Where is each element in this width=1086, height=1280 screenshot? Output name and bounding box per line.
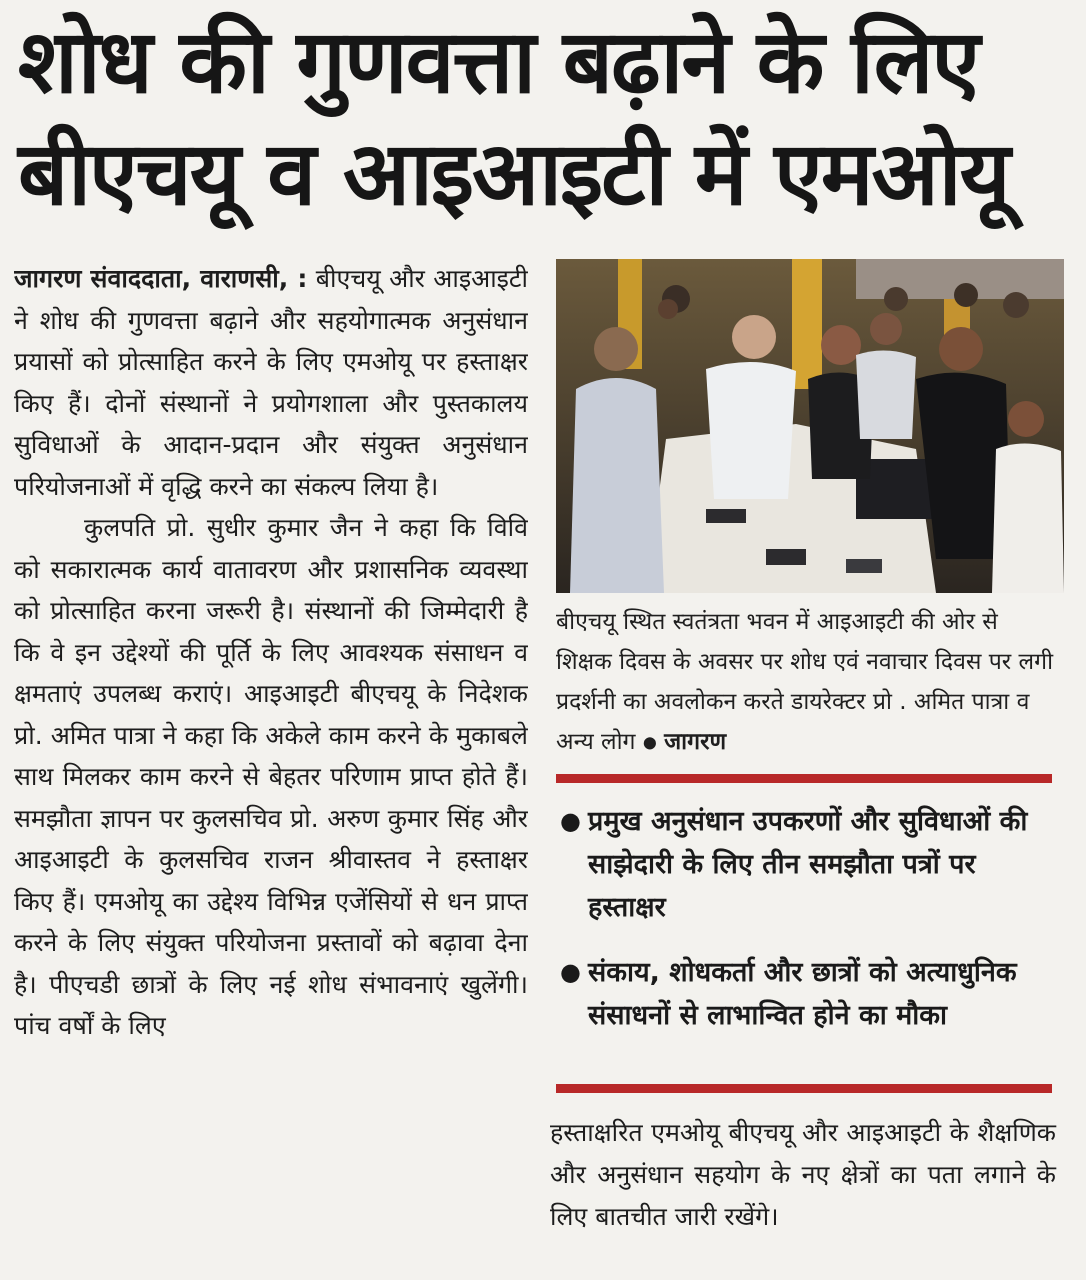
highlights-box bbox=[556, 800, 1056, 1059]
highlight-text: प्रमुख अनुसंधान उपकरणों और सुविधाओं की साझेदारी के लिए तीन समझौता पत्रों पर हस्ताक्षर bbox=[588, 806, 1028, 923]
credit-bullet-icon: ● bbox=[642, 732, 657, 752]
article-para-1 bbox=[14, 258, 528, 507]
highlight-top-rule bbox=[556, 774, 1052, 783]
bullet-icon: ● bbox=[560, 807, 581, 835]
highlight-item bbox=[556, 951, 1056, 1037]
highlight-text: संकाय, शोधकर्ता और छात्रों को अत्याधुनिक संसाधनों से लाभान्वित होने का मौका bbox=[588, 957, 1017, 1031]
article-para-1-text: बीएचयू और आइआइटी ने शोध की गुणवत्ता बढ़ाने और सहयोगात्मक अनुसंधान प्रयासों को प्रोत्साहित करने के लिए एमओयू पर हस्ताक्षर किए हैं। दोनों संस्थानों ने प्रयोगशाला और पुस्तकालय सुविधाओं के आदान-प्रदान और संयुक्त अनुसंधान परियोजनाओं में वृद्धि करने का संकल्प लिया है। bbox=[14, 264, 528, 501]
article-right-para: हस्ताक्षरित एमओयू बीएचयू और आइआइटी के शैक्षणिक और अनुसंधान सहयोग के नए क्षेत्रों का पता लगाने के लिए बातचीत जारी रखेंगे। bbox=[550, 1118, 1056, 1231]
headline-line-1: शोध की गुणवत्ता बढ़ाने के लिए bbox=[18, 10, 979, 113]
article-body bbox=[14, 258, 528, 1280]
highlight-bottom-rule bbox=[556, 1084, 1052, 1093]
highlight-item bbox=[556, 800, 1056, 929]
exhibition-photo-illustration bbox=[556, 259, 1064, 593]
photo-caption bbox=[556, 602, 1060, 763]
article-para-2: कुलपति प्रो. सुधीर कुमार जैन ने कहा कि विवि को सकारात्मक कार्य वातावरण और प्रशासनिक व्यवस्था को प्रोत्साहित करना जरूरी है। संस्थानों की जिम्मेदारी है कि वे इन उद्देश्यों की पूर्ति के लिए आवश्यक संसाधन व क्षमताएं उपलब्ध कराएं। आइआइटी बीएचयू के निदेशक प्रो. अमित पात्रा ने कहा कि अकेले काम करने के मुकाबले साथ मिलकर काम करने से बेहतर परिणाम प्राप्त होते हैं। समझौता ज्ञापन पर कुलसचिव प्रो. अरुण कुमार सिंह और आइआइटी के कुलसचिव राजन श्रीवास्तव ने हस्ताक्षर किए हैं। एमओयू का उद्देश्य विभिन्न एजेंसियों से धन प्राप्त करने के लिए संयुक्त परियोजना प्रस्तावों को बढ़ावा देना है। पीएचडी छात्रों के लिए नई शोध संभावनाएं खुलेंगी। पांच वर्षों के लिए bbox=[14, 513, 528, 1040]
headline-line-2: बीएचयू व आइआइटी में एमओयू bbox=[18, 122, 1009, 225]
photo-credit: जागरण bbox=[664, 729, 727, 755]
byline: जागरण संवाददाता, वाराणसी, : bbox=[14, 264, 308, 293]
photo-caption-text: बीएचयू स्थित स्वतंत्रता भवन में आइआइटी की ओर से शिक्षक दिवस के अवसर पर शोध एवं नवाचार दिवस पर लगी प्रदर्शनी का अवलोकन करते डायरेक्टर प्रो . अमित पात्रा व अन्य लोग bbox=[556, 609, 1054, 755]
headline bbox=[18, 6, 1068, 230]
news-photo bbox=[556, 259, 1064, 593]
bullet-icon: ● bbox=[560, 958, 581, 986]
